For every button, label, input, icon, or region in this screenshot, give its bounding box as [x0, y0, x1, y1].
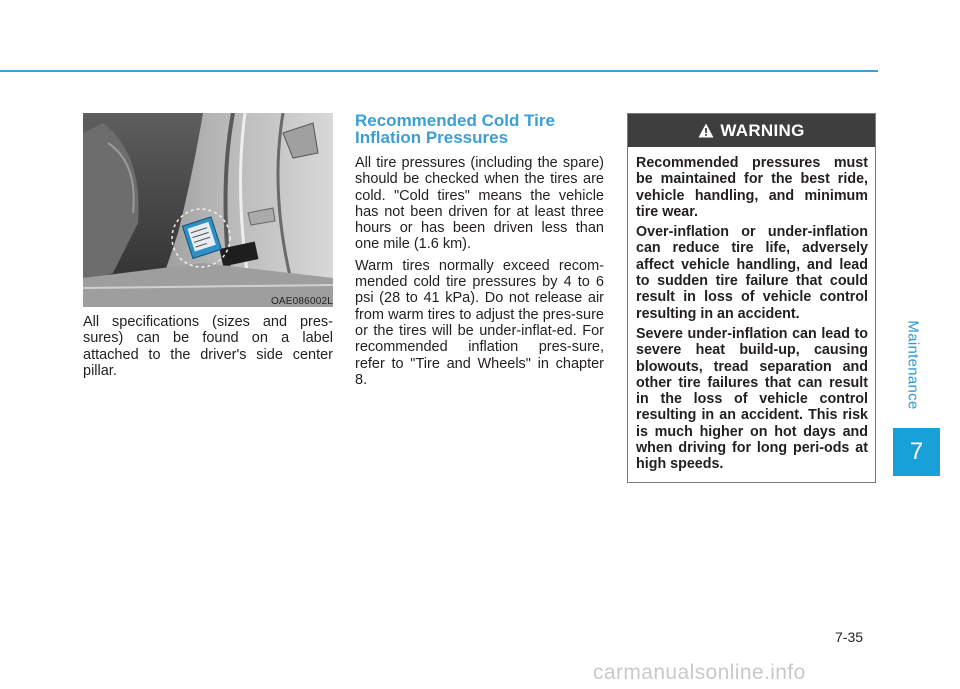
chapter-tab: [893, 428, 940, 476]
section-name: Maintenance: [904, 320, 922, 410]
figure-code: OAE086002L: [270, 296, 333, 307]
page-number: 7-35: [835, 629, 864, 645]
column-middle: [355, 112, 604, 393]
header-rule: [0, 70, 878, 72]
warning-paragraph-pressures: Recommended pressures must be maintained for the best ride, vehicle handling, and minimum tire wear.: [636, 155, 868, 220]
warning-triangle-icon: [698, 123, 714, 138]
door-pillar-photo: [83, 113, 333, 307]
warning-title: WARNING: [720, 120, 805, 140]
warning-box: [627, 113, 876, 483]
heading-line-1: Recommended Cold Tire: [355, 111, 555, 130]
door-pillar-illustration: [83, 113, 333, 307]
watermark: carmanualsonline.info: [593, 661, 806, 684]
section-side-label: [893, 305, 933, 425]
warning-paragraph-inflation: Over-inflation or under-inflation can reduce tire life, adversely affect vehicle handling, and lead to sudden tire failure that could result in loss of vehicle control resulting in an accident.: [636, 224, 868, 322]
cold-tires-paragraph: All tire pressures (including the spare) should be checked when the tires are cold. "Cold tires" means the vehicle has not been driven for at least three hours or has been driven less than one mile (1.6 km).: [355, 155, 604, 253]
section-heading: [355, 112, 604, 146]
warm-tires-paragraph: Warm tires normally exceed recom-mended cold tire pressures by 4 to 6 psi (28 to 41 kPa). Do not release air from warm tires to adjust the pres-sure or the tires will be under-inflat-ed. For recommended inflation pres-sure, refer to "Tire and Wheels" in chapter 8.: [355, 257, 604, 388]
spec-label-paragraph: All specifications (sizes and pres-sures) can be found on a label attached to the driver's side center pillar.: [83, 314, 333, 379]
column-left: [83, 314, 333, 379]
heading-line-2: Inflation Pressures: [355, 128, 509, 147]
warning-header: [628, 114, 875, 147]
chapter-number: 7: [909, 438, 924, 465]
warning-paragraph-under-inflation: Severe under-inflation can lead to severe heat build-up, causing blowouts, tread separation and other tire failures that can result in the loss of vehicle control resulting in an accident. This risk is much higher on hot days and when driving for long peri-ods at high speeds.: [636, 325, 868, 473]
warning-body: [628, 147, 875, 473]
